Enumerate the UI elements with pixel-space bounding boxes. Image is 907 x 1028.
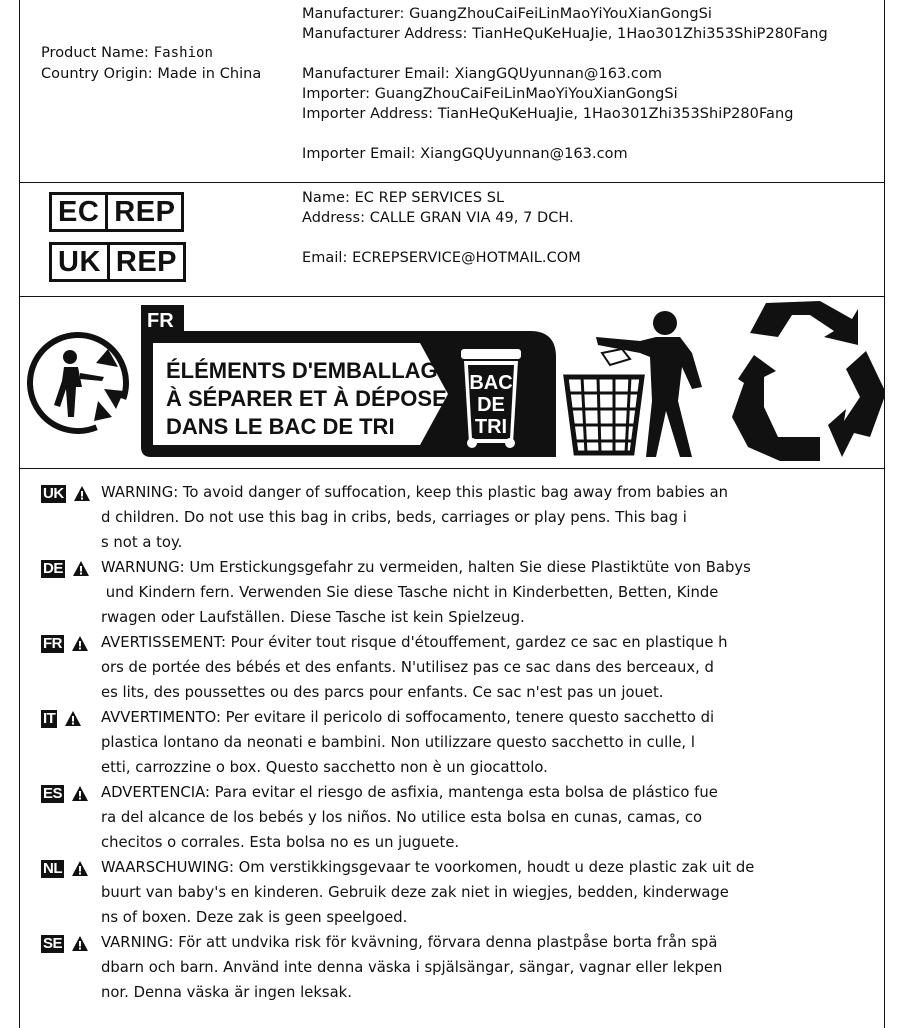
recycling-symbols	[20, 297, 884, 468]
country-code: ES	[43, 784, 63, 802]
warning-line: ors de portée des bébés et des enfants. N'utilisez pas ce sac dans des berceaux, d	[101, 659, 714, 676]
triman-line-3: DANS LE BAC DE TRI	[166, 414, 395, 439]
warning-triangle-icon	[71, 860, 89, 877]
manufacturer-address: Manufacturer Address: TianHeQuKeHuaJie, 1Hao301Zhi353ShiP280Fang	[302, 26, 828, 42]
country-code: DE	[43, 559, 63, 577]
warning-line: WARNUNG: Um Erstickungsgefahr zu vermeiden, halten Sie diese Plastiktüte von Babys	[101, 559, 751, 576]
country-code: NL	[43, 859, 62, 877]
tidyman-icon	[566, 311, 702, 457]
warning-triangle-icon	[71, 785, 89, 802]
warning-triangle-icon	[73, 485, 91, 502]
triman-line-1: ÉLÉMENTS D'EMBALLAGE	[166, 358, 453, 383]
warning-badge-fr	[41, 634, 89, 653]
rep-name: Name: EC REP SERVICES SL	[302, 190, 505, 206]
country-origin: Country Origin: Made in China	[41, 66, 262, 82]
warning-text-se	[101, 930, 801, 1005]
importer-address: Importer Address: TianHeQuKeHuaJie, 1Hao301Zhi353ShiP280Fang	[302, 106, 794, 122]
warning-text-nl	[101, 855, 801, 930]
warning-line: etti, carrozzine o box. Questo sacchetto non è un giocattolo.	[101, 759, 548, 776]
warning-triangle-icon	[72, 560, 90, 577]
warning-line: VARNING: För att undvika risk för kvävning, förvara denna plastpåse borta från spä	[101, 934, 718, 951]
warning-line: d children. Do not use this bag in cribs, beds, carriages or play pens. This bag i	[101, 509, 687, 526]
warning-line: ns of boxen. Deze zak is geen speelgoed.	[101, 909, 408, 926]
divider	[19, 468, 885, 469]
warning-line: es lits, des poussettes ou des parcs pour enfants. Ce sac n'est pas un jouet.	[101, 684, 664, 701]
warning-line: ADVERTENCIA: Para evitar el riesgo de asfixia, mantenga esta bolsa de plástico fue	[101, 784, 718, 801]
warning-triangle-icon	[71, 635, 89, 652]
warning-line: AVVERTIMENTO: Per evitare il pericolo di soffocamento, tenere questo sacchetto di	[101, 709, 715, 726]
warning-line: nor. Denna väska är ingen leksak.	[101, 984, 352, 1001]
country-code: SE	[43, 934, 63, 952]
rep-email: Email: ECREPSERVICE@HOTMAIL.COM	[302, 250, 581, 266]
warning-line: buurt van baby's en kinderen. Gebruik deze zak niet in wiegjes, bedden, kinderwage	[101, 884, 729, 901]
warning-line: rwagen oder Laufställen. Diese Tasche ist kein Spielzeug.	[101, 609, 525, 626]
sorting-bin-icon	[461, 349, 521, 448]
warning-line: checitos o corrales. Esta bolsa no es un juguete.	[101, 834, 460, 851]
warning-triangle-icon	[71, 935, 89, 952]
fr-country-code: FR	[147, 310, 174, 332]
triman-line-2: À SÉPARER ET À DÉPOSER	[166, 386, 463, 411]
country-code: IT	[43, 709, 56, 727]
recycle-icon	[732, 301, 884, 461]
manufacturer: Manufacturer: GuangZhouCaiFeiLinMaoYiYouXianGongSi	[302, 6, 713, 22]
warning-line: WARNING: To avoid danger of suffocation, keep this plastic bag away from babies an	[101, 484, 729, 501]
bin-label-3: TRI	[474, 416, 508, 438]
warning-badge-es	[41, 784, 89, 803]
ec-rep-logo: EC REP	[49, 192, 184, 232]
bin-label-1: BAC	[469, 372, 513, 394]
importer: Importer: GuangZhouCaiFeiLinMaoYiYouXianGongSi	[302, 86, 678, 102]
triman-info-box	[141, 305, 556, 457]
warning-badge-se	[41, 934, 89, 953]
bin-label-2: DE	[477, 394, 505, 416]
warning-badge-uk	[41, 484, 91, 503]
warning-line: s not a toy.	[101, 534, 183, 551]
uk-rep-logo: UK REP	[49, 242, 186, 282]
warning-line: dbarn och barn. Använd inte denna väska i spjälsängar, sängar, vagnar eller lekpen	[101, 959, 723, 976]
manufacturer-email: Manufacturer Email: XiangGQUyunnan@163.com	[302, 66, 663, 82]
rep-address: Address: CALLE GRAN VIA 49, 7 DCH.	[302, 210, 574, 226]
warning-text-it	[101, 705, 801, 780]
warning-badge-de	[41, 559, 90, 578]
importer-email: Importer Email: XiangGQUyunnan@163.com	[302, 146, 628, 162]
warning-line: AVERTISSEMENT: Pour éviter tout risque d'étouffement, gardez ce sac en plastique h	[101, 634, 728, 651]
warning-text-es	[101, 780, 801, 855]
warning-badge-nl	[41, 859, 89, 878]
warning-text-fr	[101, 630, 801, 705]
product-name-value: Fashion	[153, 45, 214, 61]
warning-line: WAARSCHUWING: Om verstikkingsgevaar te voorkomen, houdt u deze plastic zak uit de	[101, 859, 755, 876]
warning-line: ra del alcance de los bebés y los niños. No utilice esta bolsa en cunas, camas, co	[101, 809, 703, 826]
warning-text-uk	[101, 480, 801, 555]
country-code: FR	[43, 634, 62, 652]
warning-line: und Kindern fern. Verwenden Sie diese Tasche nicht in Kinderbetten, Betten, Kinde	[101, 584, 719, 601]
warning-badge-it	[41, 709, 82, 728]
triman-icon	[20, 321, 140, 444]
warning-text-de	[101, 555, 801, 630]
country-code: UK	[43, 484, 64, 502]
product-name: Product Name: Fashion	[41, 45, 214, 61]
divider	[19, 182, 885, 183]
warning-line: plastica lontano da neonati e bambini. Non utilizzare questo sacchetto in culle, l	[101, 734, 695, 751]
warning-triangle-icon	[64, 710, 82, 727]
